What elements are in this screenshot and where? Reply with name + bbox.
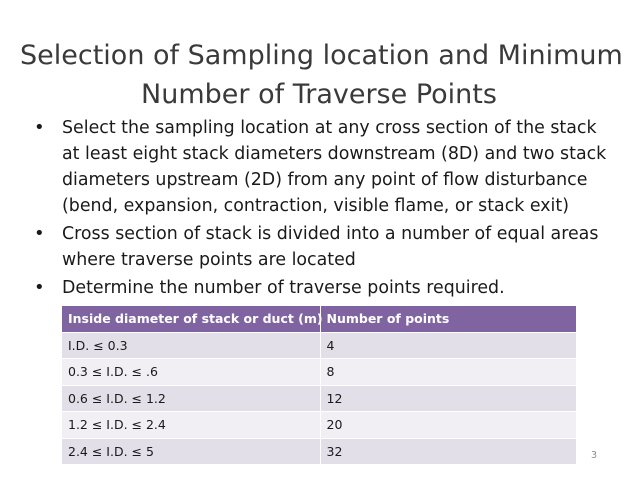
bullet-line: Determine the number of traverse points required. — [62, 278, 505, 298]
bullet-line: diameters upstream (2D) from any point of flow disturbance — [62, 170, 588, 190]
cell-diameter: 0.6 ≤ I.D. ≤ 1.2 — [62, 385, 320, 412]
slide-title-line: Selection of Sampling location and Minimum — [20, 40, 623, 72]
bullet-text — [62, 275, 602, 301]
bullet-line: Select the sampling location at any cross section of the stack — [62, 118, 597, 138]
bullet-list — [34, 115, 607, 303]
cell-diameter: 0.3 ≤ I.D. ≤ .6 — [62, 359, 320, 386]
table-row — [62, 412, 576, 439]
cell-points: 4 — [320, 332, 576, 359]
cell-diameter: I.D. ≤ 0.3 — [62, 332, 320, 359]
cell-points: 8 — [320, 359, 576, 386]
bullet-icon: • — [34, 277, 45, 298]
cell-points: 20 — [320, 412, 576, 439]
table-row — [62, 332, 576, 359]
bullet-line: Cross section of stack is divided into a number of equal areas — [62, 224, 599, 244]
bullet-item — [34, 115, 607, 219]
bullet-text — [62, 115, 607, 219]
column-header-points: Number of points — [320, 306, 576, 332]
slide-title-line: Number of Traverse Points — [141, 79, 497, 111]
bullet-text — [62, 221, 602, 273]
table-header-row — [62, 306, 576, 332]
column-header-diameter: Inside diameter of stack or duct (m) — [62, 306, 320, 332]
traverse-points-table — [62, 306, 576, 465]
cell-points: 12 — [320, 385, 576, 412]
cell-points: 32 — [320, 438, 576, 465]
cell-diameter: 2.4 ≤ I.D. ≤ 5 — [62, 438, 320, 465]
table-row — [62, 438, 576, 465]
bullet-line: at least eight stack diameters downstream (8D) and two stack — [62, 144, 607, 164]
table-row — [62, 359, 576, 386]
bullet-item — [34, 275, 602, 301]
cell-diameter: 1.2 ≤ I.D. ≤ 2.4 — [62, 412, 320, 439]
table-row — [62, 385, 576, 412]
bullet-line: (bend, expansion, contraction, visible flame, or stack exit) — [62, 196, 569, 216]
slide-title — [20, 36, 623, 114]
bullet-item — [34, 221, 602, 273]
bullet-line: where traverse points are located — [62, 250, 356, 270]
slide-number: 3 — [591, 450, 598, 461]
bullet-icon: • — [34, 117, 45, 138]
bullet-icon: • — [34, 223, 45, 244]
